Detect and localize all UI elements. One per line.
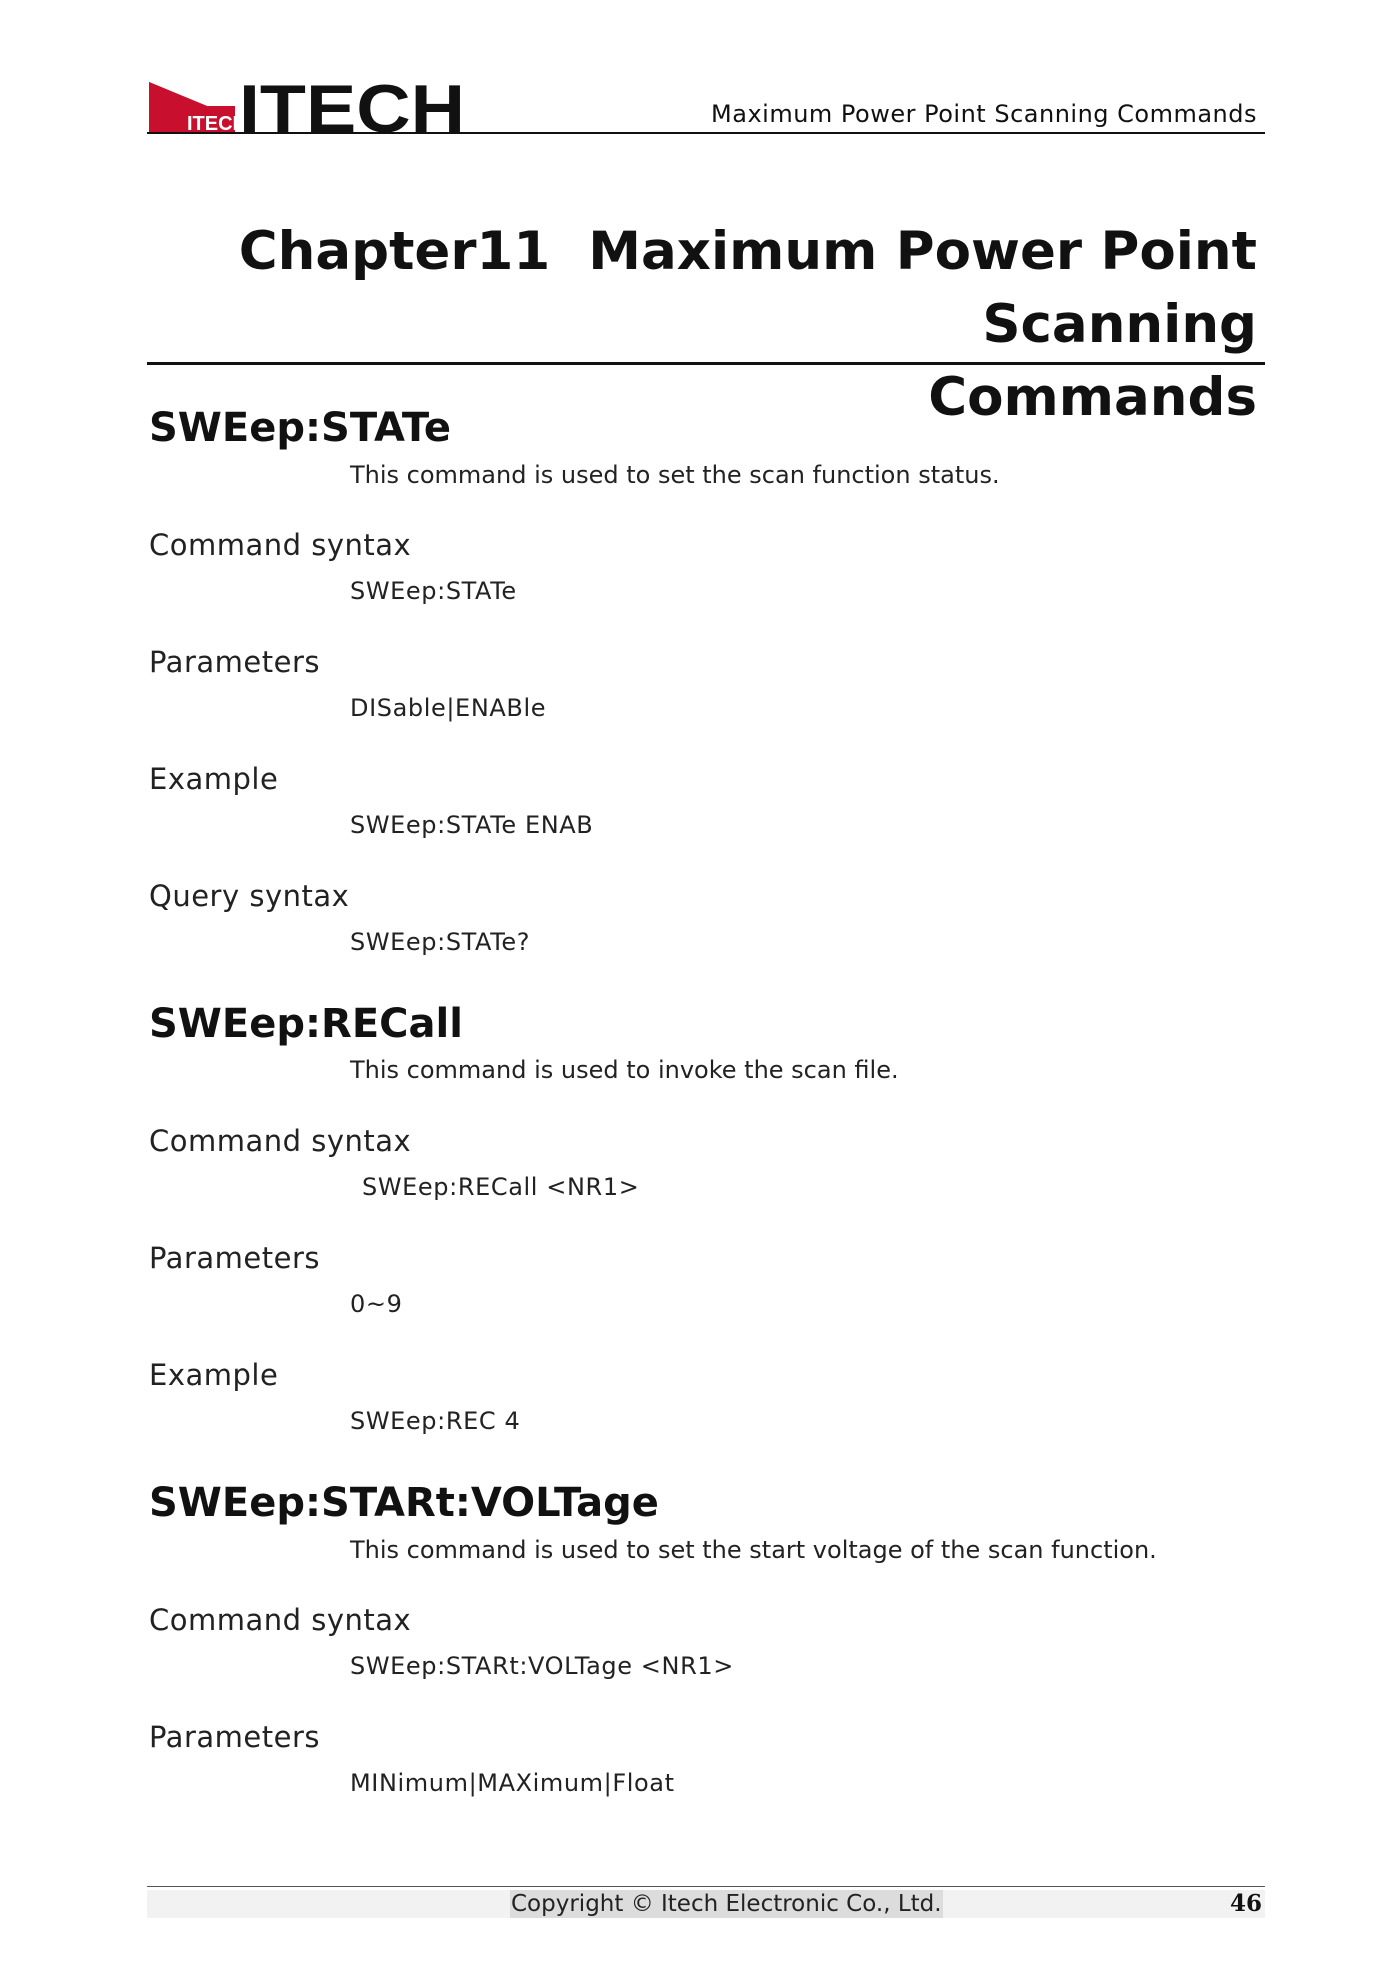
chapter-heading [147, 215, 1257, 434]
logo-small-text: ITECH [187, 113, 247, 132]
command-syntax-value: SWEep:STATe [350, 577, 517, 605]
itech-logo [147, 76, 467, 132]
query-syntax-value: SWEep:STATe? [350, 928, 531, 956]
command-description: This command is used to set the scan function status. [350, 461, 1000, 489]
parameters-value: DISable|ENABle [350, 694, 547, 722]
example-value: SWEep:REC 4 [350, 1407, 521, 1435]
command-heading: SWEep:STATe [149, 405, 451, 451]
command-syntax-label: Command syntax [149, 1603, 412, 1637]
parameters-value: 0~9 [350, 1290, 403, 1318]
running-header-title: Maximum Power Point Scanning Commands [711, 100, 1257, 128]
command-syntax-value: SWEep:RECall <NR1> [362, 1173, 640, 1201]
footer-copyright: Copyright © Itech Electronic Co., Ltd. [511, 1891, 942, 1917]
command-description: This command is used to invoke the scan file. [350, 1056, 899, 1084]
chapter-title-line2: Commands [928, 367, 1257, 428]
command-heading: SWEep:STARt:VOLTage [149, 1480, 659, 1526]
header-divider [147, 132, 1265, 134]
footer-divider [147, 1886, 1265, 1887]
example-value: SWEep:STATe ENAB [350, 811, 594, 839]
parameters-label: Parameters [149, 1720, 320, 1754]
parameters-label: Parameters [149, 1241, 320, 1275]
chapter-title-line1: Maximum Power Point Scanning [588, 221, 1257, 355]
chapter-divider [147, 362, 1265, 365]
page-number: 46 [1230, 1890, 1263, 1917]
command-syntax-label: Command syntax [149, 528, 412, 562]
chapter-number: Chapter11 [238, 221, 551, 282]
parameters-label: Parameters [149, 645, 320, 679]
page-header [147, 72, 1265, 134]
command-syntax-label: Command syntax [149, 1124, 412, 1158]
parameters-value: MINimum|MAXimum|Float [350, 1769, 675, 1797]
example-label: Example [149, 1358, 279, 1392]
example-label: Example [149, 762, 279, 796]
command-syntax-value: SWEep:STARt:VOLTage <NR1> [350, 1652, 734, 1680]
command-heading: SWEep:RECall [149, 1001, 463, 1047]
query-syntax-label: Query syntax [149, 879, 350, 913]
logo-text: ITECH [239, 76, 465, 132]
command-description: This command is used to set the start voltage of the scan function. [350, 1536, 1157, 1564]
